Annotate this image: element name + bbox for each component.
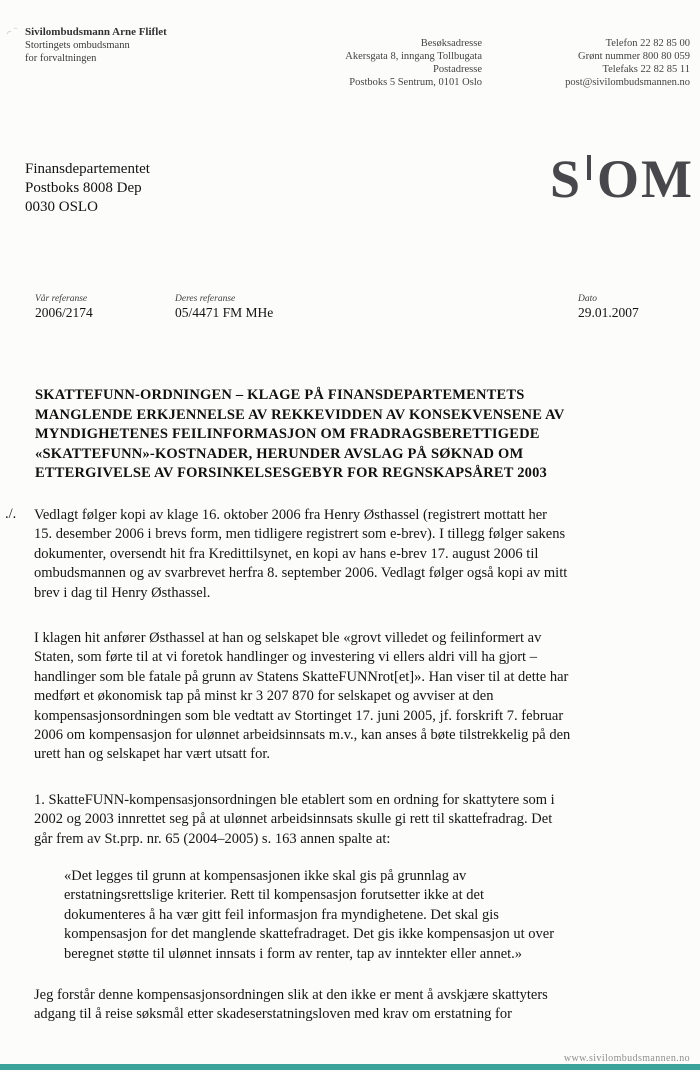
- phone-number: Telefon 22 82 85 00: [605, 38, 690, 49]
- reference-yours-label: Deres referanse: [175, 294, 236, 304]
- quote-block: «Det legges til grunn at kompensasjonen ikke skal gis på grunnlag av erstatningsrettslige kriterier. Rett til kompensasjon forutsetter ikke at det dokumenteres å ha vær gitt feil informasjon fra myndighetene. Det skal gis kompensasjon for det manglende skattefradraget. Det gis ikke kompensasjon ut over beregnet støtte til ulønnet innsats i form av renter, tap av inntekter eller annet.»: [64, 868, 555, 962]
- som-logo: [550, 148, 694, 210]
- reference-date-value: 29.01.2007: [578, 305, 639, 320]
- recipient-address: [25, 160, 150, 217]
- handwritten-mark: [5, 25, 21, 37]
- som-logo-divider: [587, 155, 591, 180]
- reference-our-value: 2006/2174: [35, 305, 93, 320]
- reference-date: [578, 294, 639, 321]
- footer-website: www.sivilombudsmannen.no: [563, 1053, 690, 1064]
- sender-block: [25, 26, 167, 65]
- som-logo-s: S: [549, 149, 583, 209]
- green-number: Grønt nummer 800 80 059: [578, 51, 690, 62]
- recipient-name: Finansdepartementet: [25, 161, 150, 177]
- sender-name: Sivilombudsmann Arne Fliflet: [25, 26, 167, 38]
- footer-bar: [0, 1064, 700, 1070]
- reference-yours-value: 05/4471 FM MHe: [175, 305, 274, 320]
- attachment-mark: ./.: [5, 506, 17, 522]
- recipient-city: 0030 OSLO: [25, 199, 98, 215]
- postal-address-value: Postboks 5 Sentrum, 0101 Oslo: [349, 77, 482, 88]
- reference-yours: [175, 294, 273, 321]
- som-logo-om: OM: [597, 149, 694, 209]
- visiting-address-value: Akersgata 8, inngang Tollbugata: [345, 51, 482, 62]
- body-paragraph-2: I klagen hit anfører Østhassel at han og selskapet ble «grovt villedet og feilinformert av Staten, som førte til at vi foretok handlinger og investering vi ellers aldri vill ha gjort – handlinger som ble fatale på grunn av Statens SkatteFUNNrot[et]». Han viser til at dette har medført et økonomisk tap på minst kr 3 207 870 for selskapet og avviser at den kompensasjonsordningen som ble vedtatt av Stortinget 17. juni 2005, jf. forskrift 7. februar 2006 om kompensasjon for ulønnet arbeidsinnsats m.v., kan anses å bøte tilstrekkelig på den urett han og selskapet har vært utsatt for.: [34, 630, 571, 763]
- reference-our: [35, 294, 93, 321]
- fax-number: Telefaks 22 82 85 11: [602, 64, 690, 75]
- postal-address-label: Postadresse: [433, 64, 482, 75]
- reference-date-label: Dato: [578, 294, 597, 304]
- sender-line3: for forvaltningen: [25, 53, 97, 64]
- email-address: post@sivilombudsmannen.no: [565, 77, 690, 88]
- subject-title: SKATTEFUNN-ORDNINGEN – KLAGE PÅ FINANSDEPARTEMENTETS MANGLENDE ERKJENNELSE AV REKKEVIDDEN AV KONSEKVENSENE AV MYNDIGHETENES FEILINFORMASJON OM FRADRAGSBERETTIGEDE «SKATTEFUNN»-KOSTNADER, HERUNDER AVSLAG PÅ SØKNAD OM ETTERGIVELSE AV FORSINKELSESGEBYR FOR REGNSKAPSÅRET 2003: [35, 387, 565, 481]
- reference-our-label: Vår referanse: [35, 294, 88, 304]
- recipient-postbox: Postboks 8008 Dep: [25, 180, 142, 196]
- contact-block: [440, 37, 690, 89]
- sender-line2: Stortingets ombudsmann: [25, 40, 130, 51]
- body-paragraph-3: 1. SkatteFUNN-kompensasjonsordningen ble etablert som en ordning for skattytere som i 2002 og 2003 innrettet seg på at ulønnet arbeidsinnsats skulle gi rett til skattefradrag. Det går frem av St.prp. nr. 65 (2004–2005) s. 163 annen spalte at:: [34, 792, 555, 847]
- body-paragraph-4: Jeg forstår denne kompensasjonsordningen slik at den ikke er ment å avskjære skattyters adgang til å reise søksmål etter skadeserstatningsloven med krav om erstatning for: [34, 987, 548, 1023]
- body-paragraph-1: Vedlagt følger kopi av klage 16. oktober 2006 fra Henry Østhassel (registrert mottatt her 15. desember 2006 i brevs form, men tidligere registrert som e-brev). I tillegg følger sakens dokumenter, oversendt hit fra Kredittilsynet, en kopi av hans e-brev 17. august 2006 til ombudsmannen og av svarbrevet herfra 8. september 2006. Vedlagt følger også kopi av mitt brev i dag til Henry Østhassel.: [34, 507, 568, 601]
- visiting-address-label: Besøksadresse: [420, 38, 482, 49]
